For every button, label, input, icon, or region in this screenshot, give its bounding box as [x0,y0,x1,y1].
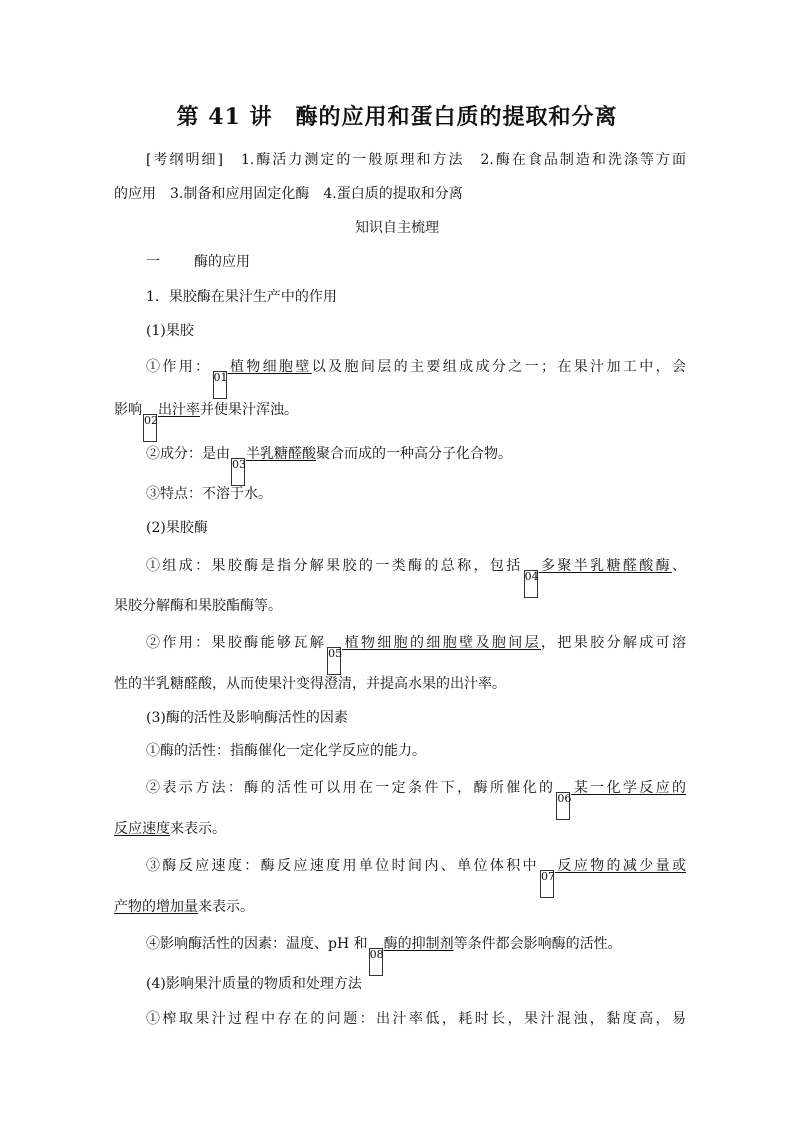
blank-number-box: 01 [213,371,227,399]
paragraph-line: 性的半乳糖醛酸，从而使果汁变得澄清，并提高水果的出汁率。 [114,676,506,692]
answer-text: 半乳糖醛酸 [246,446,316,462]
paragraph-line: ①酶的活性：指酶催化一定化学反应的能力。 [146,743,426,759]
paragraph-line: 影响02出汁率并使果汁浑浊。 [114,400,686,442]
answer-text: 反应速度 [114,821,170,837]
part-number: 一 [146,254,160,270]
blank-number-box: 03 [231,458,245,486]
answer-text: 反应物的减少量或 [555,858,686,874]
paragraph-line: ④影响酶活性的因素：温度、pH 和08酶的抑制剂等条件都会影响酶的活性。 [146,934,686,976]
subsection-d-title: (4)影响果汁质量的物质和处理方法 [146,976,362,992]
paragraph-line: ①组成：果胶酶是指分解果胶的一类酶的总称，包括04多聚半乳糖醛酸酶、 [146,556,686,598]
blank-number-box: 07 [540,870,554,898]
subsection-b-title: (2)果胶酶 [146,520,208,536]
paragraph-line: ③酶反应速度：酶反应速度用单位时间内、单位体积中07反应物的减少量或 [146,856,686,898]
syllabus-line-1: [考纲明细] 1.酶活力测定的一般原理和方法 2.酶在食品制造和洗涤等方面 [146,152,686,168]
syllabus-line-2: 的应用 3.制备和应用固定化酶 4.蛋白质的提取和分离 [114,186,463,202]
blank-number-box: 02 [143,414,157,442]
part-label: 酶的应用 [194,254,250,270]
paragraph-line: 反应速度来表示。 [114,821,226,837]
blank-number-box: 04 [524,570,538,598]
answer-text: 植物细胞壁 [227,359,312,375]
blank-number-box: 08 [369,948,383,976]
answer-text: 酶的抑制剂 [383,936,454,952]
blank-number-box: 06 [556,792,570,820]
paragraph-line: 果胶分解酶和果胶酯酶等。 [114,598,282,614]
blank-number-box: 05 [327,647,341,675]
page-title: 第 41 讲 酶的应用和蛋白质的提取和分离 [176,104,618,130]
section-heading: 知识自主梳理 [355,220,439,236]
paragraph-line: ②成分：是由03半乳糖醛酸聚合而成的一种高分子化合物。 [146,444,686,486]
subsection-a-title: (1)果胶 [146,323,194,339]
paragraph-line: 产物的增加量来表示。 [114,899,254,915]
answer-text: 出汁率 [158,402,200,418]
paragraph-line: ②作用：果胶酶能够瓦解05植物细胞的细胞壁及胞间层，把果胶分解成可溶 [146,633,686,675]
part-heading [146,252,686,272]
answer-text: 某一化学反应的 [571,780,686,796]
answer-text: 植物细胞的细胞壁及胞间层 [342,635,541,651]
subsection-title: 1．果胶酶在果汁生产中的作用 [146,289,337,305]
paragraph-line: ①榨取果汁过程中存在的问题：出汁率低，耗时长，果汁混浊，黏度高，易 [146,1011,686,1027]
answer-text: 多聚半乳糖醛酸酶 [538,558,672,574]
paragraph-line: ②表示方法：酶的活性可以用在一定条件下，酶所催化的06某一化学反应的 [146,778,686,820]
paragraph-line: ①作用：01植物细胞壁以及胞间层的主要组成成分之一；在果汁加工中，会 [146,357,686,399]
answer-text: 产物的增加量 [114,899,198,915]
paragraph-line: ③特点：不溶于水。 [146,486,272,502]
subsection-c-title: (3)酶的活性及影响酶活性的因素 [146,710,348,726]
